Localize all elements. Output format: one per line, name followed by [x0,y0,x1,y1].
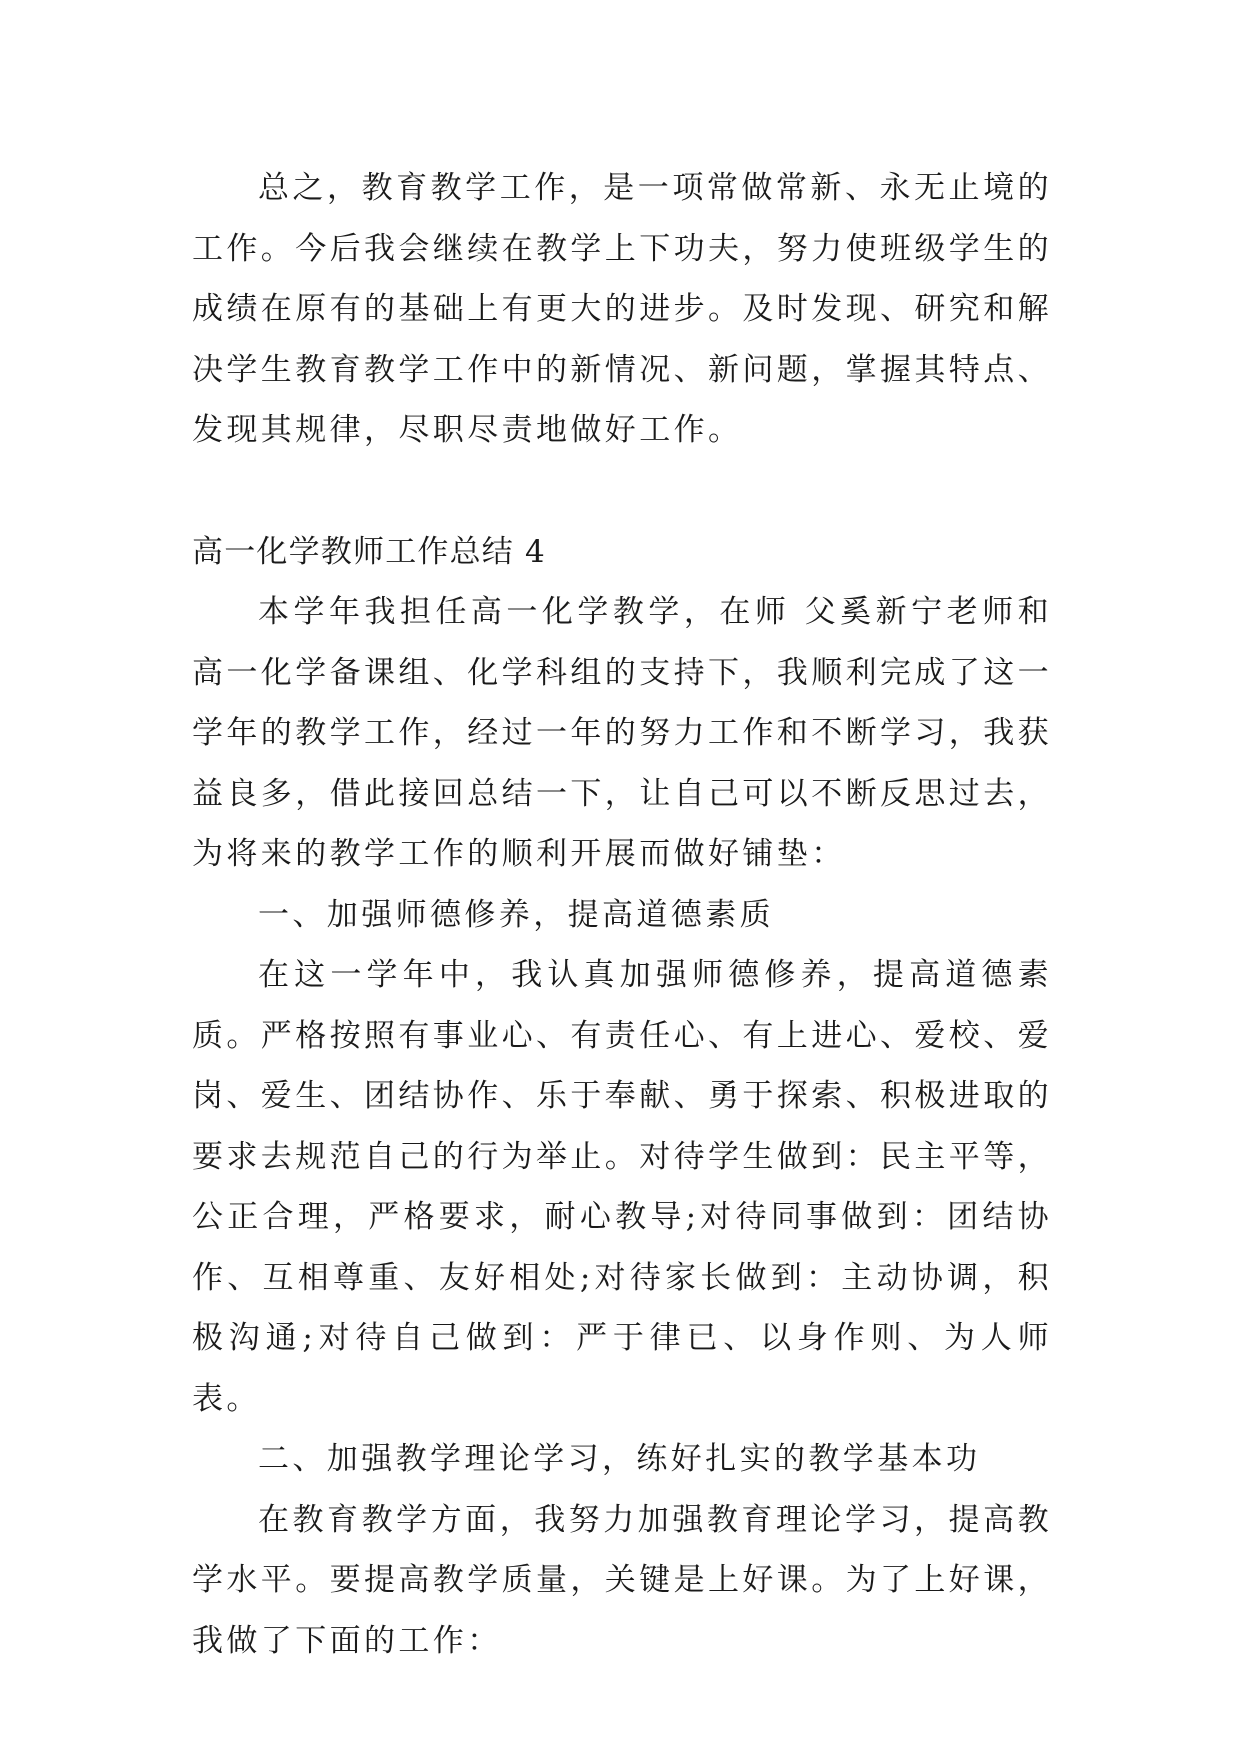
ethics-paragraph: 在这一学年中，我认真加强师德修养，提高道德素质。严格按照有事业心、有责任心、有上进心、爱校、爱岗、爱生、团结协作、乐于奉献、勇于探索、积极进取的要求去规范自己的行为举止。对待学生做到：民主平等，公正合理，严格要求，耐心教导;对待同事做到：团结协作、互相尊重、友好相处;对待家长做到：主动协调，积极沟通;对待自己做到：严于律已、以身作则、为人师表。 [192,957,1052,1417]
section-gap [192,461,1052,522]
theory-paragraph: 在教育教学方面，我努力加强教育理论学习，提高教学水平。要提高教学质量，关键是上好课。为了上好课，我做了下面的工作： [192,1501,1052,1659]
section-title: 高一化学教师工作总结 4 [192,533,546,570]
heading-theory: 二、加强教学理论学习，练好扎实的教学基本功 [258,1441,981,1477]
heading-ethics: 一、加强师德修养，提高道德素质 [258,896,774,933]
conclusion-paragraph: 总之，教育教学工作，是一项常做常新、永无止境的工作。今后我会继续在教学上下功夫，努力使班级学生的成绩在原有的基础上有更大的进步。及时发现、研究和解决学生教育教学工作中的新情况、新问题，掌握其特点、发现其规律，尽职尽责地做好工作。 [192,170,1052,448]
document-page [192,158,1052,1671]
intro-paragraph: 本学年我担任高一化学教学，在师 父奚新宁老师和高一化学备课组、化学科组的支持下，我顺利完成了这一学年的教学工作，经过一年的努力工作和不断学习，我获益良多，借此接回总结一下，让自己可以不断反思过去，为将来的教学工作的顺利开展而做好铺垫： [192,594,1052,872]
